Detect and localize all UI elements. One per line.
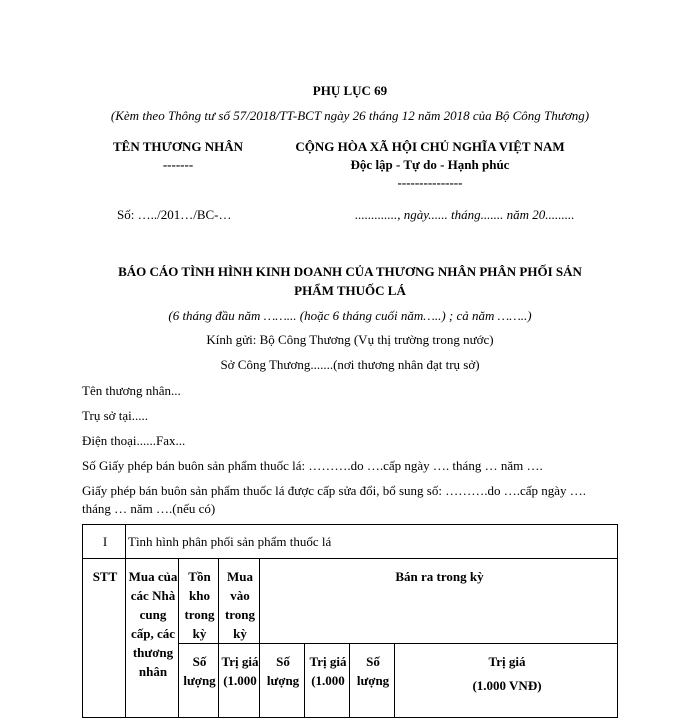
- field-amended-license-cont: tháng … năm ….(nếu có): [82, 501, 216, 516]
- field-license-number: Số Giấy phép bán buôn sản phẩm thuốc lá: ……….do ….cấp ngày …. tháng … năm ….: [82, 458, 543, 473]
- stt-header-cell: [82, 558, 126, 718]
- document-date: ............., ngày...... tháng....... năm 20.........: [355, 207, 575, 222]
- sub-qty-3-cell: [349, 643, 395, 718]
- purchase-suppliers-header-cell: [125, 558, 179, 718]
- document-number: Số: …../201…/BC-…: [117, 207, 232, 222]
- recipient-department: Sở Công Thương.......(nơi thương nhân đạt trụ sở): [220, 357, 480, 372]
- sub-value-2: Trị giá (1.000: [309, 654, 347, 688]
- sub-value-1-cell: [218, 643, 260, 718]
- inventory-header: Tồn kho trong kỳ: [184, 569, 215, 641]
- report-title-line1: BÁO CÁO TÌNH HÌNH KINH DOANH CỦA THƯƠNG NHÂN PHÂN PHỐI SẢN: [118, 264, 582, 279]
- sub-value-3-line2: (1.000 VNĐ): [472, 678, 542, 693]
- left-divider: -------: [162, 157, 194, 172]
- sub-value-2-cell: [304, 643, 350, 718]
- sub-qty-1: Số lượng: [183, 654, 216, 688]
- section-title: Tình hình phân phối sản phẩm thuốc lá: [128, 534, 332, 549]
- sub-value-3-line1: Trị giá: [488, 654, 526, 669]
- sub-value-3-cell: [394, 643, 618, 718]
- section-title-cell: [125, 524, 618, 559]
- merchant-name-heading: TÊN THƯƠNG NHÂN: [112, 139, 243, 154]
- field-phone-fax: Điện thoại......Fax...: [82, 433, 186, 448]
- sub-qty-1-cell: [178, 643, 219, 718]
- recipient-ministry: Kính gửi: Bộ Công Thương (Vụ thị trường trong nước): [206, 332, 494, 347]
- field-headquarters: Trụ sở tại.....: [82, 408, 148, 423]
- field-amended-license: Giấy phép bán buôn sản phẩm thuốc lá được cấp sửa đổi, bổ sung số: ……….do ….cấp ngày ….: [82, 483, 587, 498]
- purchased-header: Mua vào trong kỳ: [224, 569, 256, 641]
- sub-qty-2-cell: [259, 643, 305, 718]
- sold-header: Bán ra trong kỳ: [395, 569, 484, 584]
- stt-header: STT: [92, 569, 118, 584]
- appendix-subtitle: (Kèm theo Thông tư số 57/2018/TT-BCT ngày 26 tháng 12 năm 2018 của Bộ Công Thương): [110, 108, 590, 123]
- inventory-header-cell: [178, 558, 219, 644]
- report-period: (6 tháng đầu năm ……... (hoặc 6 tháng cuối năm…..) ; cả năm ……..): [168, 308, 532, 323]
- national-motto: Độc lập - Tự do - Hạnh phúc: [350, 157, 510, 172]
- purchase-suppliers-header: Mua của các Nhà cung cấp, các thương nhân: [128, 569, 178, 679]
- section-number-cell: [82, 524, 126, 559]
- report-title-line2: PHẨM THUỐC LÁ: [294, 283, 406, 298]
- sub-qty-3: Số lượng: [356, 654, 390, 688]
- national-heading: CỘNG HÒA XÃ HỘI CHỦ NGHĨA VIỆT NAM: [295, 139, 565, 154]
- section-number: I: [102, 534, 108, 549]
- appendix-title: PHỤ LỤC 69: [312, 83, 388, 98]
- field-merchant-name: Tên thương nhân...: [82, 383, 181, 398]
- right-divider: ---------------: [397, 175, 463, 190]
- purchased-header-cell: [218, 558, 260, 644]
- sold-header-cell: [259, 558, 618, 644]
- sub-qty-2: Số lượng: [266, 654, 300, 688]
- sub-value-1: Trị giá (1.000: [221, 654, 259, 688]
